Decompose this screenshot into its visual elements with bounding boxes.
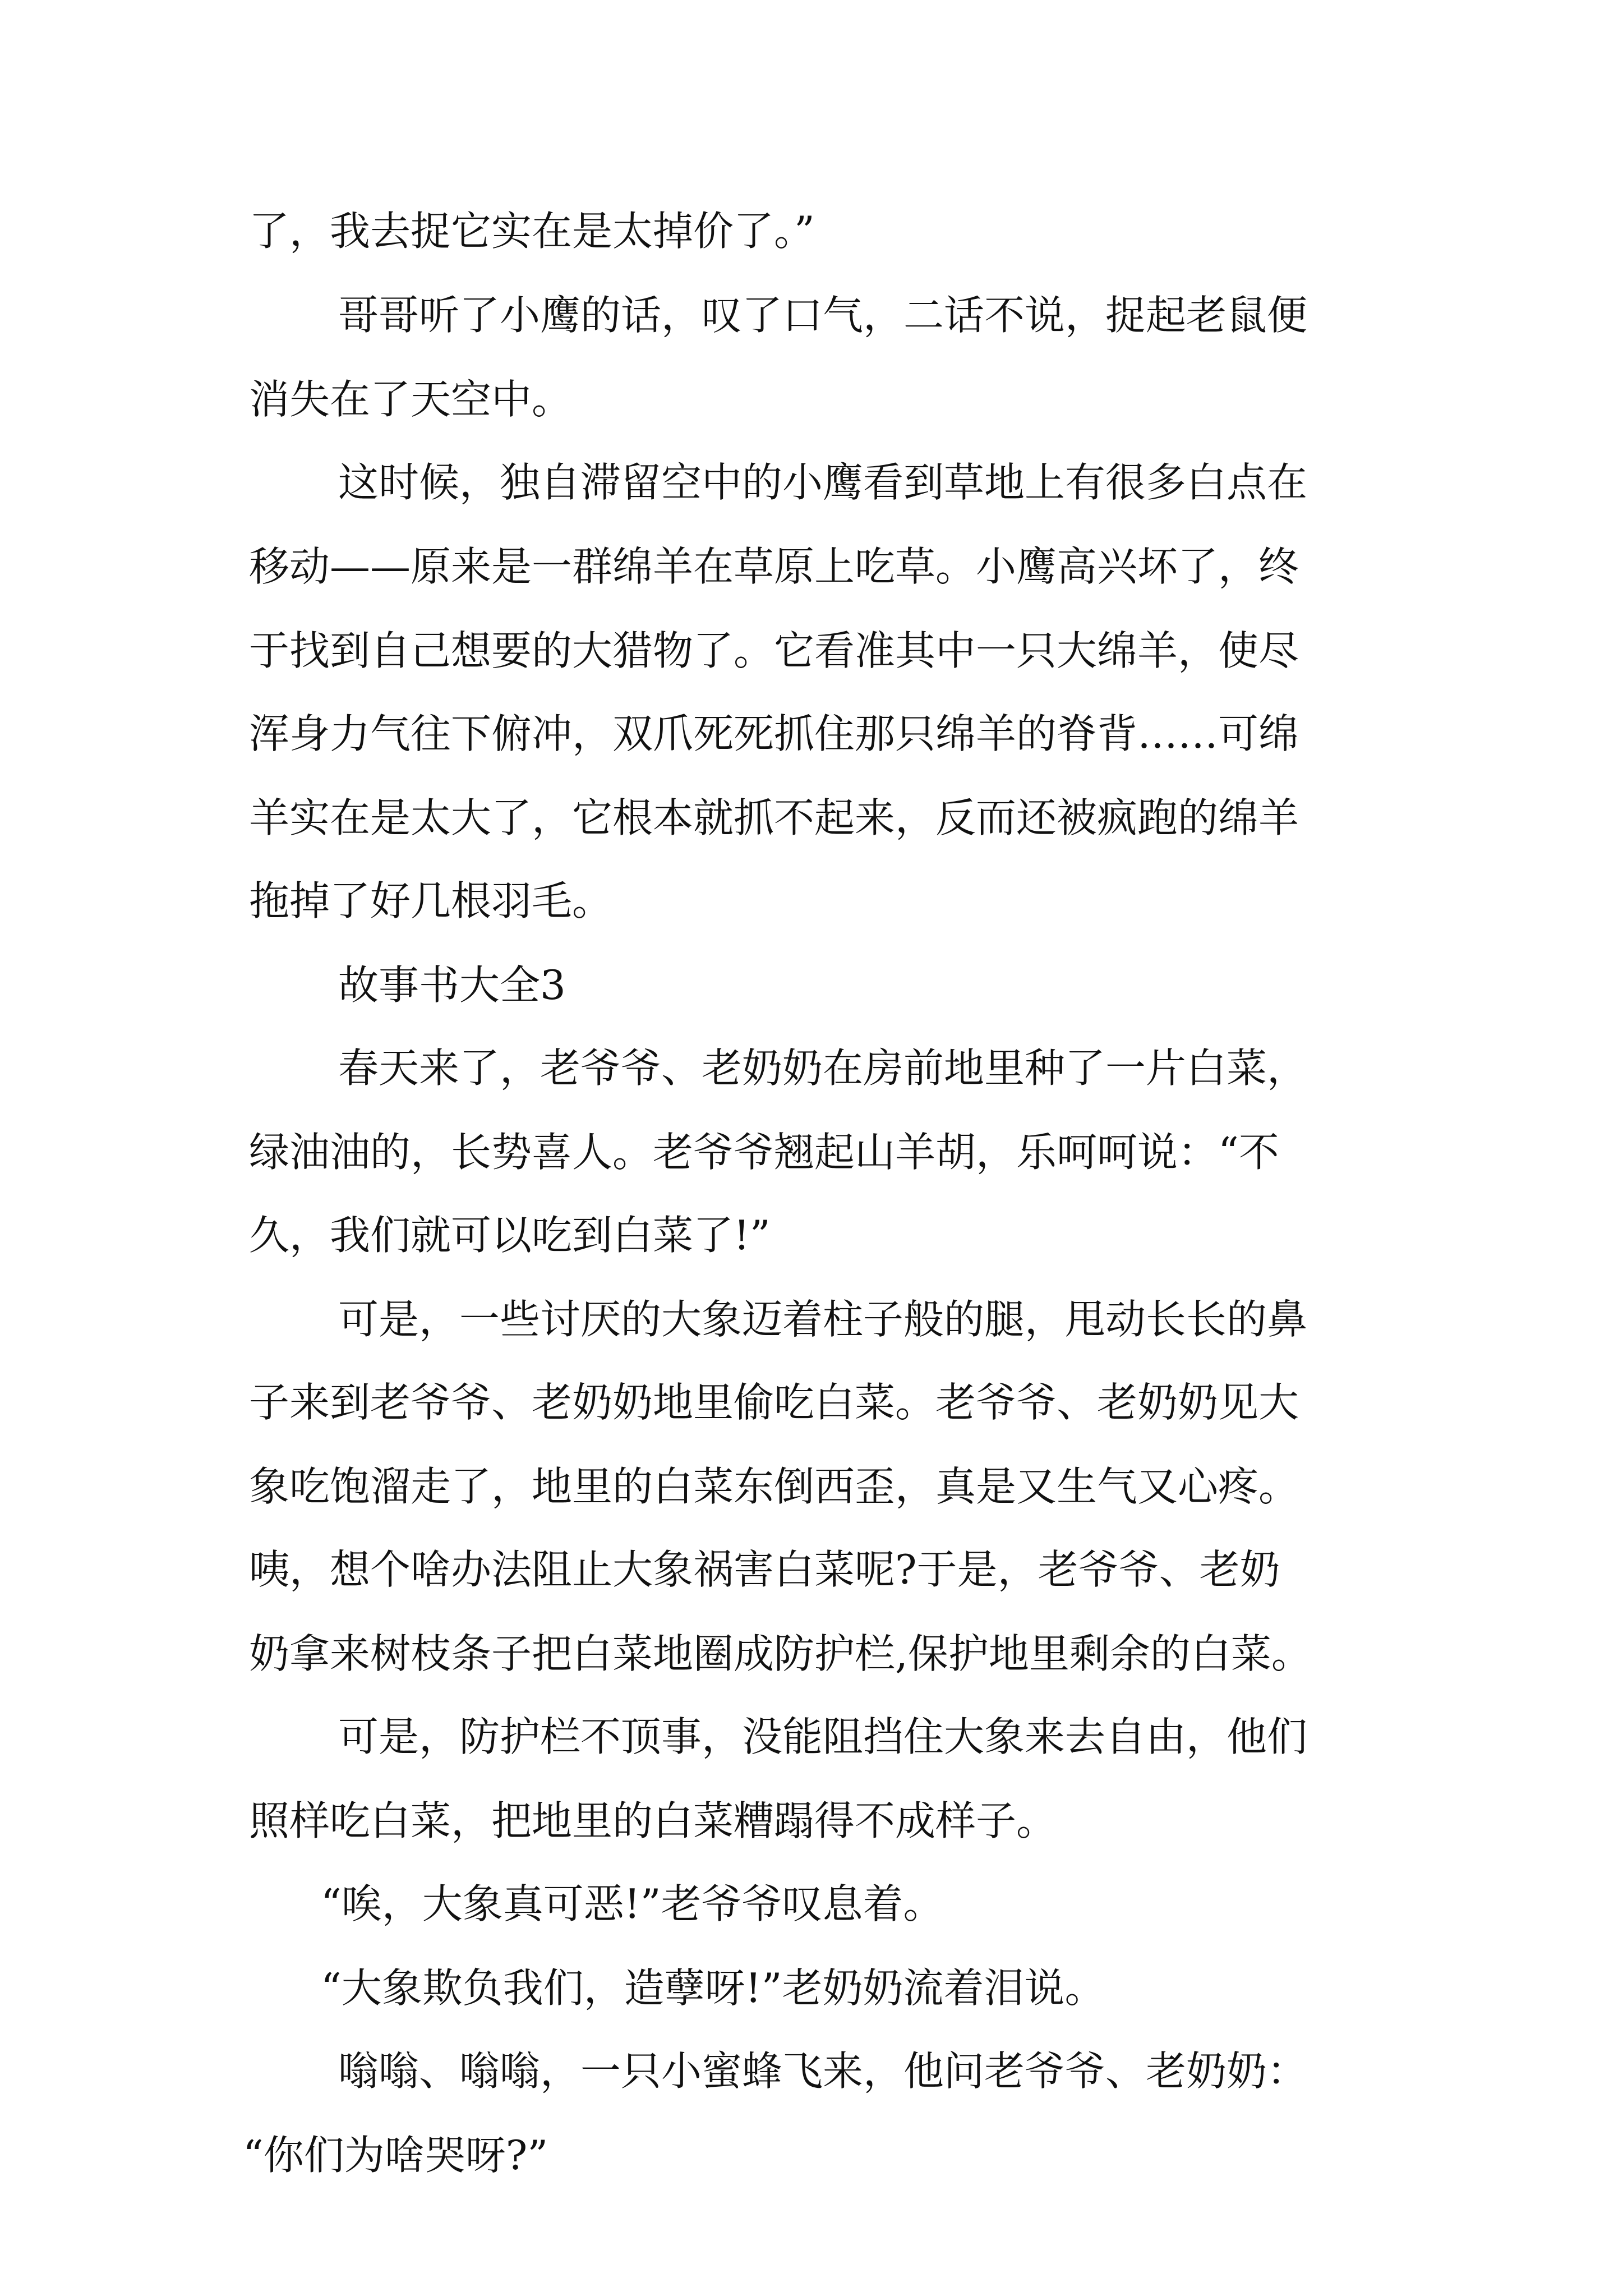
text-line: 了，我去捉它实在是太掉价了。” — [249, 208, 815, 255]
text-line: 哥哥听了小鹰的话，叹了口气，二话不说，捉起老鼠便 — [338, 292, 1308, 339]
section-heading: 故事书大全3 — [338, 961, 566, 1009]
text-line: 这时候，独自滞留空中的小鹰看到草地上有很多白点在 — [338, 459, 1308, 506]
text-line: 奶拿来树枝条子把白菜地圈成防护栏,保护地里剩余的白菜。 — [249, 1630, 1312, 1677]
text-line: 可是，防护栏不顶事，没能阻挡住大象来去自由，他们 — [338, 1713, 1308, 1760]
text-line: 浑身力气往下俯冲，双爪死死抓住那只绵羊的脊背……可绵 — [249, 710, 1299, 757]
text-line: 咦，想个啥办法阻止大象祸害白菜呢?于是，老爷爷、老奶 — [249, 1546, 1280, 1593]
text-line: “唉，大象真可恶!”老爷爷叹息着。 — [321, 1880, 944, 1927]
text-line: 可是，一些讨厌的大象迈着柱子般的腿，甩动长长的鼻 — [338, 1296, 1308, 1343]
text-line: 子来到老爷爷、老奶奶地里偷吃白菜。老爷爷、老奶奶见大 — [249, 1379, 1299, 1426]
text-line: 于找到自己想要的大猎物了。它看准其中一只大绵羊，使尽 — [249, 627, 1299, 674]
text-line: “大象欺负我们，造孽呀!”老奶奶流着泪说。 — [321, 1964, 1105, 2012]
text-line: “你们为啥哭呀?” — [243, 2132, 548, 2179]
text-line: 嗡嗡、嗡嗡，一只小蜜蜂飞来，他问老爷爷、老奶奶： — [338, 2047, 1308, 2095]
text-line: 拖掉了好几根羽毛。 — [249, 877, 613, 924]
text-line: 绿油油的，长势喜人。老爷爷翘起山羊胡，乐呵呵说：“不 — [249, 1129, 1279, 1176]
text-line: 消失在了天空中。 — [249, 376, 573, 423]
text-line: 久，我们就可以吃到白菜了!” — [249, 1212, 771, 1259]
text-line: 象吃饱溜走了，地里的白菜东倒西歪，真是又生气又心疼。 — [249, 1463, 1299, 1510]
text-line: 羊实在是太大了，它根本就抓不起来，反而还被疯跑的绵羊 — [249, 794, 1299, 841]
text-line: 移动——原来是一群绵羊在草原上吃草。小鹰高兴坏了，终 — [249, 543, 1299, 590]
text-line: 春天来了，老爷爷、老奶奶在房前地里种了一片白菜， — [338, 1045, 1308, 1092]
text-line: 照样吃白菜，把地里的白菜糟蹋得不成样子。 — [249, 1797, 1057, 1844]
